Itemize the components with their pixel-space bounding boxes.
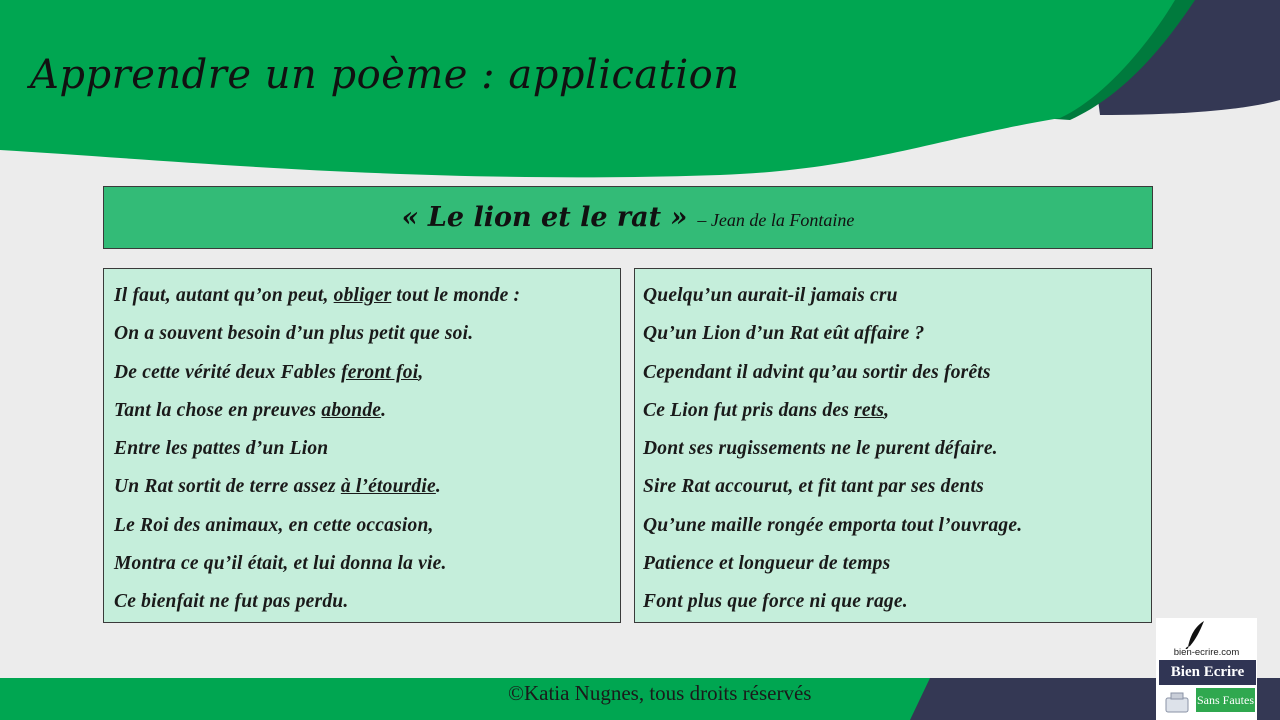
verse-line-left-3 xyxy=(114,358,620,396)
verse-text: Ce Lion fut pris dans des xyxy=(643,399,855,421)
verse-line-right-2 xyxy=(643,319,1151,357)
underlined-word: feront foi xyxy=(341,361,419,383)
verse-line-right-5 xyxy=(643,434,1151,472)
verse-text: Montra ce qu’il était, et lui donna la vie. xyxy=(114,553,447,575)
verse-line-left-6 xyxy=(114,472,620,510)
verse-text: Entre les pattes d’un Lion xyxy=(114,438,329,460)
verse-line-left-9 xyxy=(114,587,620,625)
verse-line-left-1 xyxy=(114,281,620,319)
verse-line-left-4 xyxy=(114,396,620,434)
poem-author: – Jean de la Fontaine xyxy=(697,210,855,230)
verse-line-right-3 xyxy=(643,358,1151,396)
verse-text: On a souvent besoin d’un plus petit que soi. xyxy=(114,323,474,345)
verse-line-right-8 xyxy=(643,549,1151,587)
verse-text: Sire Rat accourut, et fit tant par ses dents xyxy=(643,476,984,498)
verse-text: Dont ses rugissements ne le purent défaire. xyxy=(643,438,998,460)
verse-text: Qu’une maille rongée emporta tout l’ouvrage. xyxy=(643,514,1023,536)
verse-line-right-7 xyxy=(643,511,1151,549)
verse-line-right-1 xyxy=(643,281,1151,319)
verse-text: Cependant il advint qu’au sortir des forêts xyxy=(643,361,991,383)
logo-line-1: Bien Ecrire xyxy=(1159,660,1256,685)
verse-text: Le Roi des animaux, en cette occasion, xyxy=(114,514,434,536)
underlined-word: abonde xyxy=(321,399,382,421)
verse-text: , xyxy=(884,399,890,421)
verse-line-left-5 xyxy=(114,434,620,472)
verse-text: Il faut, autant qu’on peut, xyxy=(114,285,334,306)
copyright-text: ©Katia Nugnes, tous droits réservés xyxy=(508,681,812,705)
logo-site-url: bien-ecrire.com xyxy=(1173,647,1240,658)
verse-line-right-4 xyxy=(643,396,1151,434)
verse-text: tout le monde : xyxy=(391,285,521,306)
verse-text: Un Rat sortit de terre assez xyxy=(114,476,341,498)
stanza-left xyxy=(103,268,621,623)
verse-text: Ce bienfait ne fut pas perdu. xyxy=(114,591,349,613)
underlined-word: obliger xyxy=(333,285,392,306)
verse-text: Patience et longueur de temps xyxy=(643,553,891,575)
verse-text: De cette vérité deux Fables xyxy=(114,361,342,383)
verse-text: Tant la chose en preuves xyxy=(114,399,322,421)
verse-text: . xyxy=(435,476,441,498)
page-title: Apprendre un poème : application xyxy=(30,52,740,98)
verse-line-left-7 xyxy=(114,511,620,549)
verse-line-left-2 xyxy=(114,319,620,357)
verse-line-right-9 xyxy=(643,587,1151,625)
underlined-word: rets xyxy=(854,399,885,421)
verse-text: . xyxy=(381,399,387,421)
verse-line-left-8 xyxy=(114,549,620,587)
verse-text: , xyxy=(418,361,424,383)
site-logo[interactable] xyxy=(1156,618,1257,720)
stanza-right xyxy=(634,268,1152,623)
underlined-word: à l’étourdie xyxy=(340,476,436,498)
logo-line-2: Sans Fautes xyxy=(1196,688,1255,712)
poem-title: « Le lion et le rat » xyxy=(401,202,688,233)
quill-icon xyxy=(1178,619,1208,649)
verse-line-right-6 xyxy=(643,472,1151,510)
verse-text: Font plus que force ni que rage. xyxy=(643,591,908,613)
inkwell-icon xyxy=(1162,688,1192,716)
poem-title-box xyxy=(103,186,1153,249)
verse-text: Qu’un Lion d’un Rat eût affaire ? xyxy=(643,323,925,345)
verse-text: Quelqu’un aurait-il jamais cru xyxy=(643,285,898,306)
